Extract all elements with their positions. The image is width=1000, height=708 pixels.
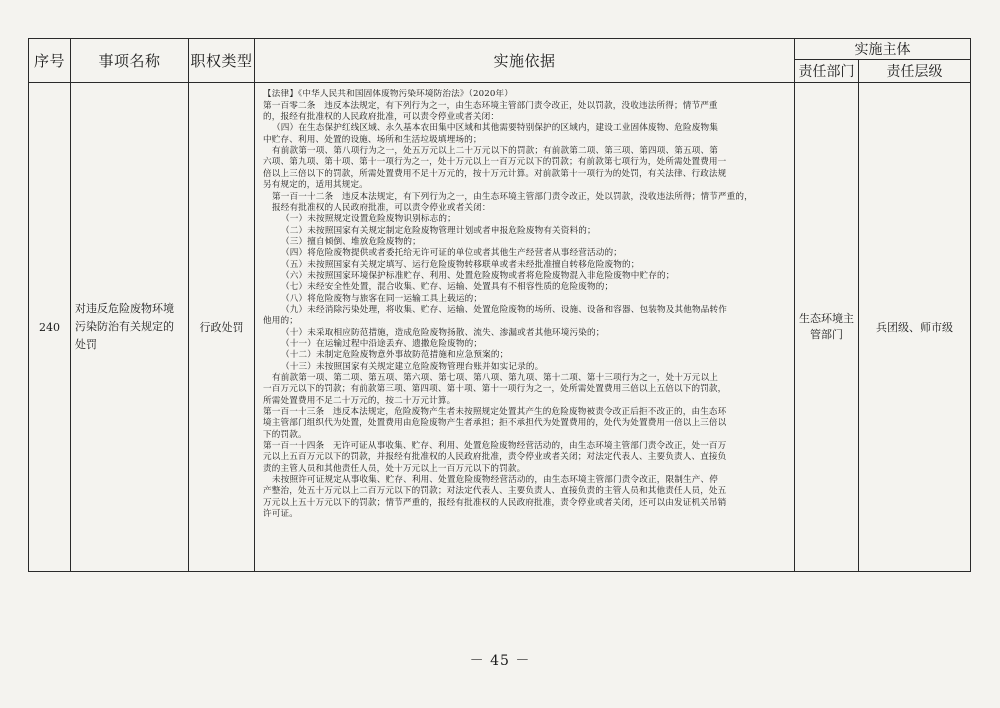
basis-line: 有前款第一项、第二项、第五项、第六项、第七项、第八项、第九项、第十二项、第十三项行为之一，处十万元以上 (272, 373, 718, 383)
header-seq: 序号 (29, 39, 71, 83)
basis-line: （十二）未制定危险废物意外事故防范措施和应急预案的； (281, 350, 509, 361)
basis-line: （八）将危险废物与旅客在同一运输工具上载运的； (281, 293, 483, 304)
header-item-name: 事项名称 (71, 39, 189, 83)
basis-line: 万元以上五十万元以下的罚款；情节严重的，报经有批准权的人民政府批准，责令停业或者关闭，还可以由发证机关吊销 (263, 497, 727, 508)
basis-line: （七）未经安全性处置，混合收集、贮存、运输、处置具有不相容性质的危险废物的； (281, 282, 614, 293)
basis-line: 第一百一十二条 违反本法规定，有下列行为之一，由生态环境主管部门责令改正，处以罚款，没收违法所得；情节严重的， (272, 191, 753, 202)
row-power-type: 行政处罚 (189, 83, 255, 572)
basis-line: 许可证。 (263, 509, 298, 520)
row-level: 兵团级、师市级 (859, 83, 971, 572)
basis-line: 产整治，处五十万元以上二百万元以下的罚款；对法定代表人、主要负责人、直接负责的主管人员和其他责任人员，处五 (263, 486, 727, 497)
basis-line: （一）未按照规定设置危险废物识别标志的； (281, 214, 456, 225)
row-dept: 生态环境主管部门 (795, 83, 859, 572)
basis-line: （十）未采取相应防范措施，造成危险废物扬散、流失、渗漏或者其他环境污染的； (281, 327, 605, 338)
enforcement-table (28, 38, 971, 572)
basis-line: （六）未按照国家环境保护标准贮存、利用、处置危险废物或者将危险废物混入非危险废物中贮存的； (281, 270, 675, 281)
basis-line: 有前款第一项、第八项行为之一，处五万元以上二十万元以下的罚款；有前款第二项、第三项、第四项、第五项、第 (272, 146, 718, 157)
basis-line: （四）在生态保护红线区域、永久基本农田集中区域和其他需要特别保护的区域内，建设工业固体废物、危险废物集 (272, 123, 718, 134)
header-level: 责任层级 (859, 60, 971, 83)
basis-line: 报经有批准权的人民政府批准，可以责令停业或者关闭： (272, 202, 491, 213)
basis-line: 第一百一十三条 违反本法规定，危险废物产生者未按照规定处置其产生的危险废物被责令改正后拒不改正的，由生态环 (263, 407, 727, 418)
basis-line: 六项、第九项、第十项、第十一项行为之一，处十万元以上一百万元以下的罚款；有前款第七项行为，处所需处置费用一 (263, 157, 727, 168)
basis-line: 未按照许可证规定从事收集、贮存、利用、处置危险废物经营活动的，由生态环境主管部门责令改正，限制生产、停 (272, 475, 718, 486)
basis-line: 所需处置费用不足二十万元的，按二十万元计算。 (263, 395, 456, 406)
table-row (29, 83, 971, 572)
header-dept: 责任部门 (795, 60, 859, 83)
basis-line: 一百万元以下的罚款；有前款第三项、第四项、第十项、第十一项行为之一，处所需处置费用三倍以上五倍以下的罚款， (263, 384, 727, 395)
basis-line: 中贮存、利用、处置的设施、场所和生活垃圾填埋场的； (263, 134, 482, 145)
basis-line: （四）将危险废物提供或者委托给无许可证的单位或者其他生产经营者从事经营活动的； (281, 248, 623, 259)
basis-line: 倍以上三倍以下的罚款，所需处置费用不足十万元的，按十万元计算。对前款第十一项行为的处罚，有关法律、行政法规 (263, 168, 727, 179)
basis-line: 另有规定的，适用其规定。 (263, 180, 368, 191)
basis-line: （二）未按照国家有关规定制定危险废物管理计划或者申报危险废物有关资料的； (281, 225, 596, 236)
basis-line: 下的罚款。 (263, 429, 307, 440)
basis-line: 第一百零二条 违反本法规定，有下列行为之一，由生态环境主管部门责令改正，处以罚款，没收违法所得；情节严重 (263, 100, 718, 111)
basis-line: 第一百一十四条 无许可证从事收集、贮存、利用、处置危险废物经营活动的，由生态环境主管部门责令改正，处一百万 (263, 441, 727, 452)
header-basis: 实施依据 (255, 39, 795, 83)
basis-line: 元以上五百万元以下的罚款，并报经有批准权的人民政府批准，责令停业或者关闭；对法定代表人、主要负责人、直接负 (263, 452, 727, 463)
basis-line: （五）未按照国家有关规定填写、运行危险废物转移联单或者未经批准擅自转移危险废物的； (281, 259, 640, 270)
basis-line: （九）未经消除污染处理，将收集、贮存、运输、处置危险废物的场所、设施、设备和容器、包装物及其他物品转作 (281, 304, 727, 315)
row-basis (255, 83, 795, 572)
basis-line: 境主管部门组织代为处置，处置费用由危险废物产生者承担；拒不承担代为处置费用的，处代为处置费用一倍以上三倍以 (263, 418, 727, 429)
basis-line: （三）擅自倾倒、堆放危险废物的； (281, 236, 421, 247)
basis-line: 的，报经有批准权的人民政府批准，可以责令停业或者关闭： (263, 112, 500, 123)
basis-line: （十一）在运输过程中沿途丢弃、遗撒危险废物的； (281, 338, 483, 349)
row-seq: 240 (29, 83, 71, 572)
basis-line: 他用的； (263, 316, 298, 327)
header-power-type: 职权类型 (189, 39, 255, 83)
header-subject: 实施主体 (795, 39, 971, 60)
basis-line: 【法律】《中华人民共和国固体废物污染环境防治法》（2020年） (263, 89, 513, 100)
basis-line: （十三）未按照国家有关规定建立危险废物管理台账并如实记录的。 (281, 361, 544, 372)
basis-text (263, 89, 788, 520)
page-number: － 45 － (469, 653, 531, 669)
basis-line: 责的主管人员和其他责任人员，处十万元以上一百万元以下的罚款。 (263, 463, 526, 474)
row-item-name: 对违反危险废物环境污染防治有关规定的处罚 (71, 83, 189, 572)
